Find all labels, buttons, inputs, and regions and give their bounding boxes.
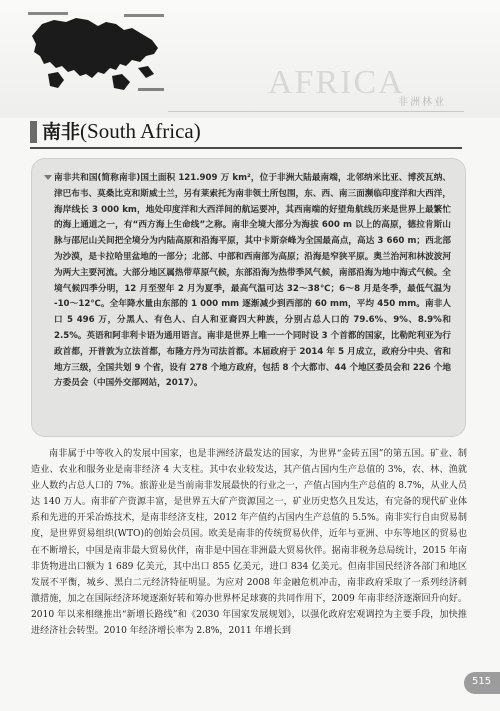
page-number: 515 [472, 676, 492, 687]
body-paragraph: 南非属于中等收入的发展中国家，也是非洲经济最发达的国家，为世界“金砖五国”的第五国。矿业、制造业、农业和服务业是南非经济 4 大支柱。其中农业较发达，其产值占国内生产总值的 3%，农、林、渔就业人数约占总人口的 7%。旅游业是当前南非发展最快的行业之一，产值占国内生产总值的 8.7%，从业人员达 140 万人。南非矿产资源丰富，是世界五大矿产资源国之一，矿业历史悠久且发达，有完备的现代矿业体系和先进的开采冶炼技术，是南非经济支柱，2012 年产值约占国内生产总值的 5.5%。南非实行自由贸易制度，是世界贸易组织(WTO)的创始会员国。欧美是南非的传统贸易伙伴，近年与亚洲、中东等地区的贸易也在不断增长，中国是南非最大贸易伙伴，南非是中国在非洲最大贸易伙伴。据南非税务总局统计，2015 年南非货物进出口额为 1 689 亿美元，其中出口 855 亿美元，进口 834 亿美元。但南非国民经济各部门和地区发展不平衡，城乡、黑白二元经济特征明显。为应对 2008 年金融危机冲击，南非政府采取了一系列经济刺激措施，加之在国际经济环境逐渐好转和筹办世界杯足球赛的共同作用下，2009 年南非经济逐渐回升向好。2010 年以来相继推出“新增长路线”和《2030 年国家发展规划》，以强化政府宏观调控为主要手段，加快推进经济社会转型。2010 年经济增长率为 2.8%，2011 年增长到 [31, 449, 467, 637]
country-overview-box [31, 158, 466, 437]
header-divider [168, 111, 464, 112]
africa-map-icon [28, 10, 166, 98]
africa-map-graphic [28, 10, 166, 98]
title-marker [30, 121, 37, 143]
africa-watermark: AFRICA [268, 64, 405, 101]
title-en: (South Africa) [80, 119, 201, 143]
page-title [42, 117, 201, 144]
title-divider [30, 147, 462, 149]
section-subtitle: 非洲林业 [398, 97, 446, 108]
title-zh: 南非 [42, 121, 81, 143]
overview-text: 南非共和国(简称南非)国土面积 121.909 万 km²，位于非洲大陆最南端，北邻纳米比亚、博茨瓦纳、津巴布韦、莫桑比克和斯威士兰，另有莱索托为南非领土所包围，东、西、南三面濒临印度洋和大西洋，海岸线长 3 000 km，地处印度洋和大西洋间的航运要冲，其西南端的好望角航线历来是世界上最繁忙的海上通道之一，有“西方海上生命线”之称。南非全境大部分为海拔 600 m 以上的高原，德拉肯斯山脉与邵尼山关间把全境分为内陆高原和沿海平原，其中卡斯奈峰为全国最高点，高达 3 660 m；西北部为沙漠，是卡拉哈里盆地的一部分；北部、中部和西南部为高原；沿海是窄狭平原。奥兰治河和林波波河为两大主要河流。大部分地区属热带草原气候，东部沿海为热带季风气候，南部沿海为地中海式气候。全境气候四季分明，12 月至翌年 2 月为夏季，最高气温可达 32～38℃；6～8 月是冬季，最低气温为 -10～12℃。全年降水量由东部的 1 000 mm 逐渐减少到西部的 60 mm，平均 450 mm。南非人口 5 496 万，分黑人、有色人、白人和亚裔四大种族，分别占总人口的 79.6%、9%、8.9%和 2.5%。英语和阿非利卡语为通用语言。南非是世界上唯一一个同时设 3 个首都的国家，比勒陀利亚为行政首都，开普敦为立法首都，布隆方丹为司法首都。本届政府于 2014 年 5 月成立，政府分中央、省和地方三级，全国共划 9 个省，设有 278 个地方政府，包括 8 个大都市、44 个地区委员会和 226 个地方委员会（中国外交部网站，2017）。 [54, 173, 451, 389]
